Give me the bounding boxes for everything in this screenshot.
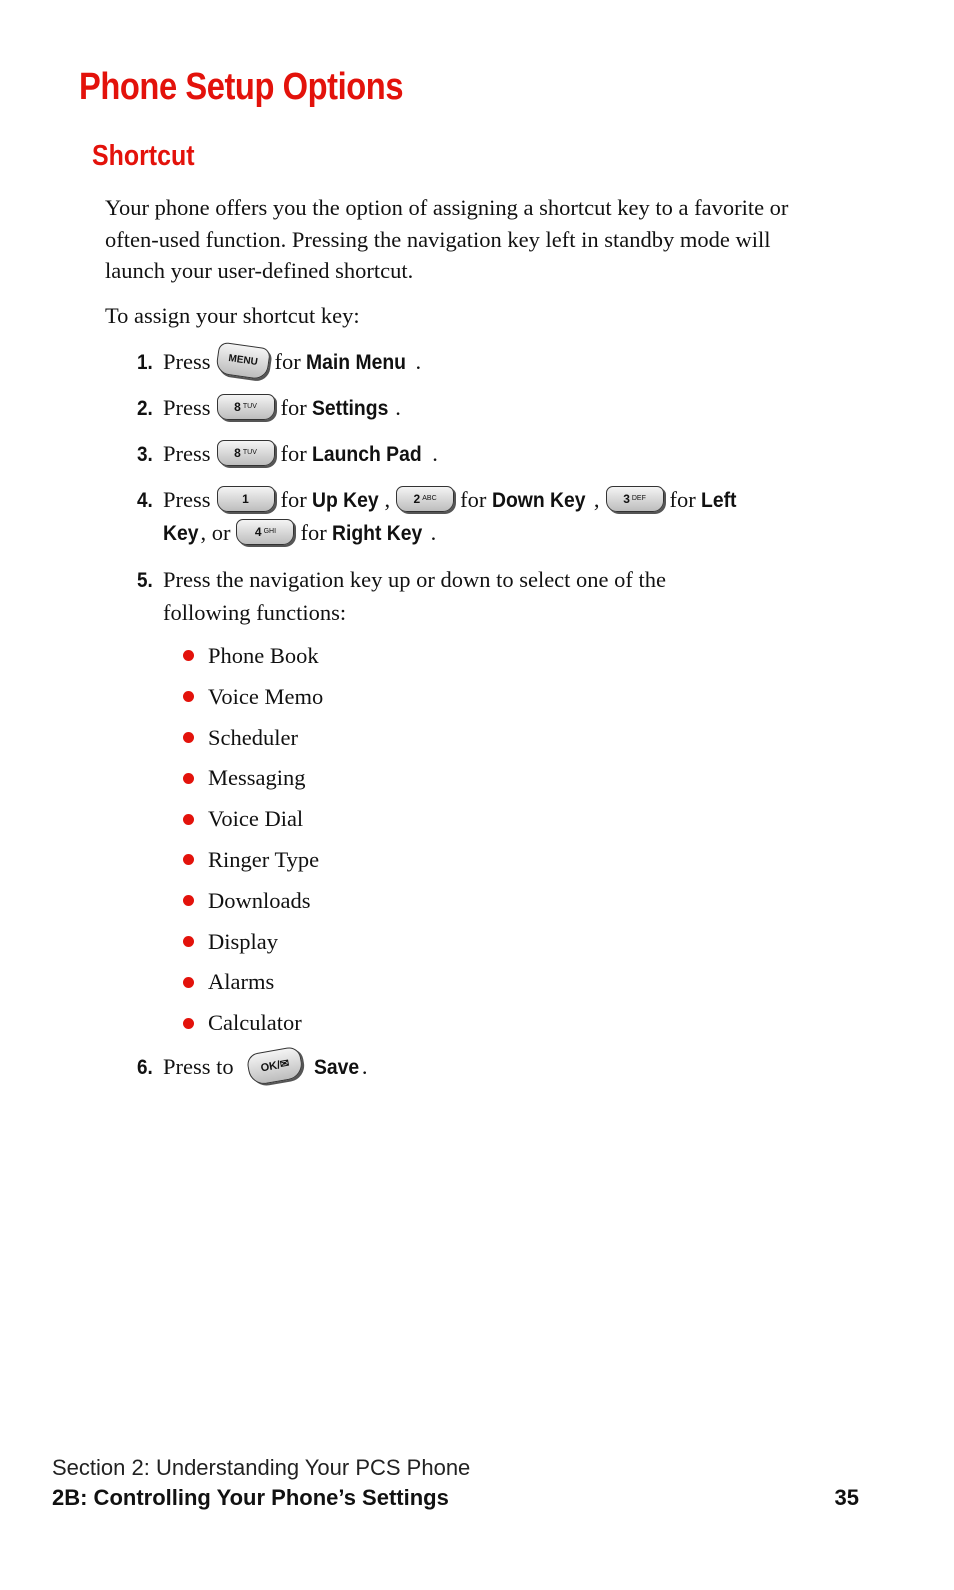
page-number: 35 xyxy=(834,1485,859,1510)
punctuation: . xyxy=(395,395,401,420)
step-text: Press the navigation key up or down to select one of the xyxy=(163,567,667,592)
key-target: Left xyxy=(701,488,737,512)
function-label: Ringer Type xyxy=(208,846,320,872)
step-text: for xyxy=(274,349,301,374)
bullet-icon xyxy=(183,936,194,947)
key-digit: 3 xyxy=(623,491,630,506)
punctuation: , or xyxy=(200,520,231,545)
list-item xyxy=(183,1007,323,1048)
section-title: Shortcut xyxy=(92,140,195,172)
bullet-icon xyxy=(183,895,194,906)
bullet-icon xyxy=(183,773,194,784)
function-label: Messaging xyxy=(208,765,306,791)
key-8-icon xyxy=(217,394,275,420)
key-target: Down Key xyxy=(491,488,586,512)
function-list xyxy=(183,640,323,1048)
punctuation: . xyxy=(432,441,438,466)
save-target: Save xyxy=(313,1055,359,1079)
key-2-icon xyxy=(396,486,454,512)
bullet-icon xyxy=(183,814,194,825)
function-label: Phone Book xyxy=(208,643,319,668)
function-label: Alarms xyxy=(208,969,275,995)
key-digit: 8 xyxy=(234,399,241,414)
key-target: Right Key xyxy=(332,521,423,545)
step-text: Press to xyxy=(163,1054,234,1079)
key-digit: 1 xyxy=(242,491,249,506)
punctuation: . xyxy=(430,520,437,545)
step-text: Press xyxy=(163,487,211,512)
step-number: 5. xyxy=(137,569,153,592)
key-letters: DEF xyxy=(631,494,646,502)
menu-key-icon: MENU xyxy=(215,341,271,380)
step-text: Press xyxy=(163,395,211,420)
key-letters: GHI xyxy=(263,527,277,535)
key-4-icon xyxy=(236,519,294,545)
function-label: Voice Memo xyxy=(208,683,324,709)
punctuation: , xyxy=(593,487,600,512)
list-item xyxy=(183,681,323,722)
step-number: 2. xyxy=(137,397,153,420)
step-4 xyxy=(137,484,737,517)
bullet-icon xyxy=(183,1018,194,1029)
list-item xyxy=(183,926,323,967)
list-item xyxy=(183,803,323,844)
step-5 xyxy=(137,564,667,597)
punctuation: . xyxy=(415,349,422,374)
function-label: Downloads xyxy=(208,887,311,913)
bullet-icon xyxy=(183,977,194,988)
step-number: 3. xyxy=(137,443,153,466)
step-number: 1. xyxy=(137,351,153,374)
step-number: 4. xyxy=(137,489,153,512)
menu-target: Main Menu xyxy=(306,350,407,374)
step-1 xyxy=(137,346,422,379)
step-number: 6. xyxy=(137,1056,153,1079)
key-target: Up Key xyxy=(312,488,380,512)
list-item xyxy=(183,844,323,885)
key-3-icon xyxy=(606,486,664,512)
key-letters: ABC xyxy=(422,494,437,502)
key-digit: 8 xyxy=(234,445,241,460)
step-text: Press xyxy=(163,349,211,374)
bullet-icon xyxy=(183,732,194,743)
punctuation: , xyxy=(384,487,391,512)
key-1-icon xyxy=(217,486,275,512)
menu-target: Launch Pad xyxy=(312,442,423,466)
step-text: for xyxy=(280,395,307,420)
intro-paragraph: Your phone offers you the option of assigning a shortcut key to a favorite or often-used function. Pressing the navigation key left in standby mode will launch your user-defined shortcut. xyxy=(105,195,789,283)
step-text: for xyxy=(669,487,696,512)
footer-chapter: 2B: Controlling Your Phone’s Settings xyxy=(52,1485,449,1510)
step-text: for xyxy=(280,441,307,466)
list-item xyxy=(183,640,323,681)
bullet-icon xyxy=(183,650,194,661)
function-label: Display xyxy=(208,928,278,954)
bullet-icon xyxy=(183,691,194,702)
page-title: Phone Setup Options xyxy=(79,66,404,108)
step-text: Press xyxy=(163,441,211,466)
ok-key-icon: OK/✉ xyxy=(245,1045,304,1086)
list-item xyxy=(183,722,323,763)
list-item xyxy=(183,885,323,926)
menu-target: Settings xyxy=(312,396,389,420)
key-target: Key xyxy=(163,521,199,545)
step-6 xyxy=(137,1051,368,1084)
lead-text: To assign your shortcut key: xyxy=(105,303,360,328)
step-text: for xyxy=(280,487,307,512)
key-digit: 2 xyxy=(413,491,421,506)
step-5-continued: following functions: xyxy=(163,600,347,625)
step-4-continued xyxy=(163,517,436,549)
function-label: Scheduler xyxy=(208,724,298,750)
step-2 xyxy=(137,392,401,425)
step-text: for xyxy=(300,520,327,545)
step-text: for xyxy=(460,487,487,512)
punctuation: . xyxy=(361,1054,368,1079)
step-3 xyxy=(137,438,438,471)
bullet-icon xyxy=(183,854,194,865)
key-digit: 4 xyxy=(254,524,262,539)
list-item xyxy=(183,762,323,803)
function-label: Voice Dial xyxy=(208,806,304,832)
function-label: Calculator xyxy=(208,1010,302,1036)
key-letters: TUV xyxy=(242,448,257,456)
key-letters: TUV xyxy=(242,402,257,410)
list-item xyxy=(183,966,323,1007)
key-8-icon xyxy=(217,440,275,466)
footer-section: Section 2: Understanding Your PCS Phone xyxy=(52,1455,471,1480)
